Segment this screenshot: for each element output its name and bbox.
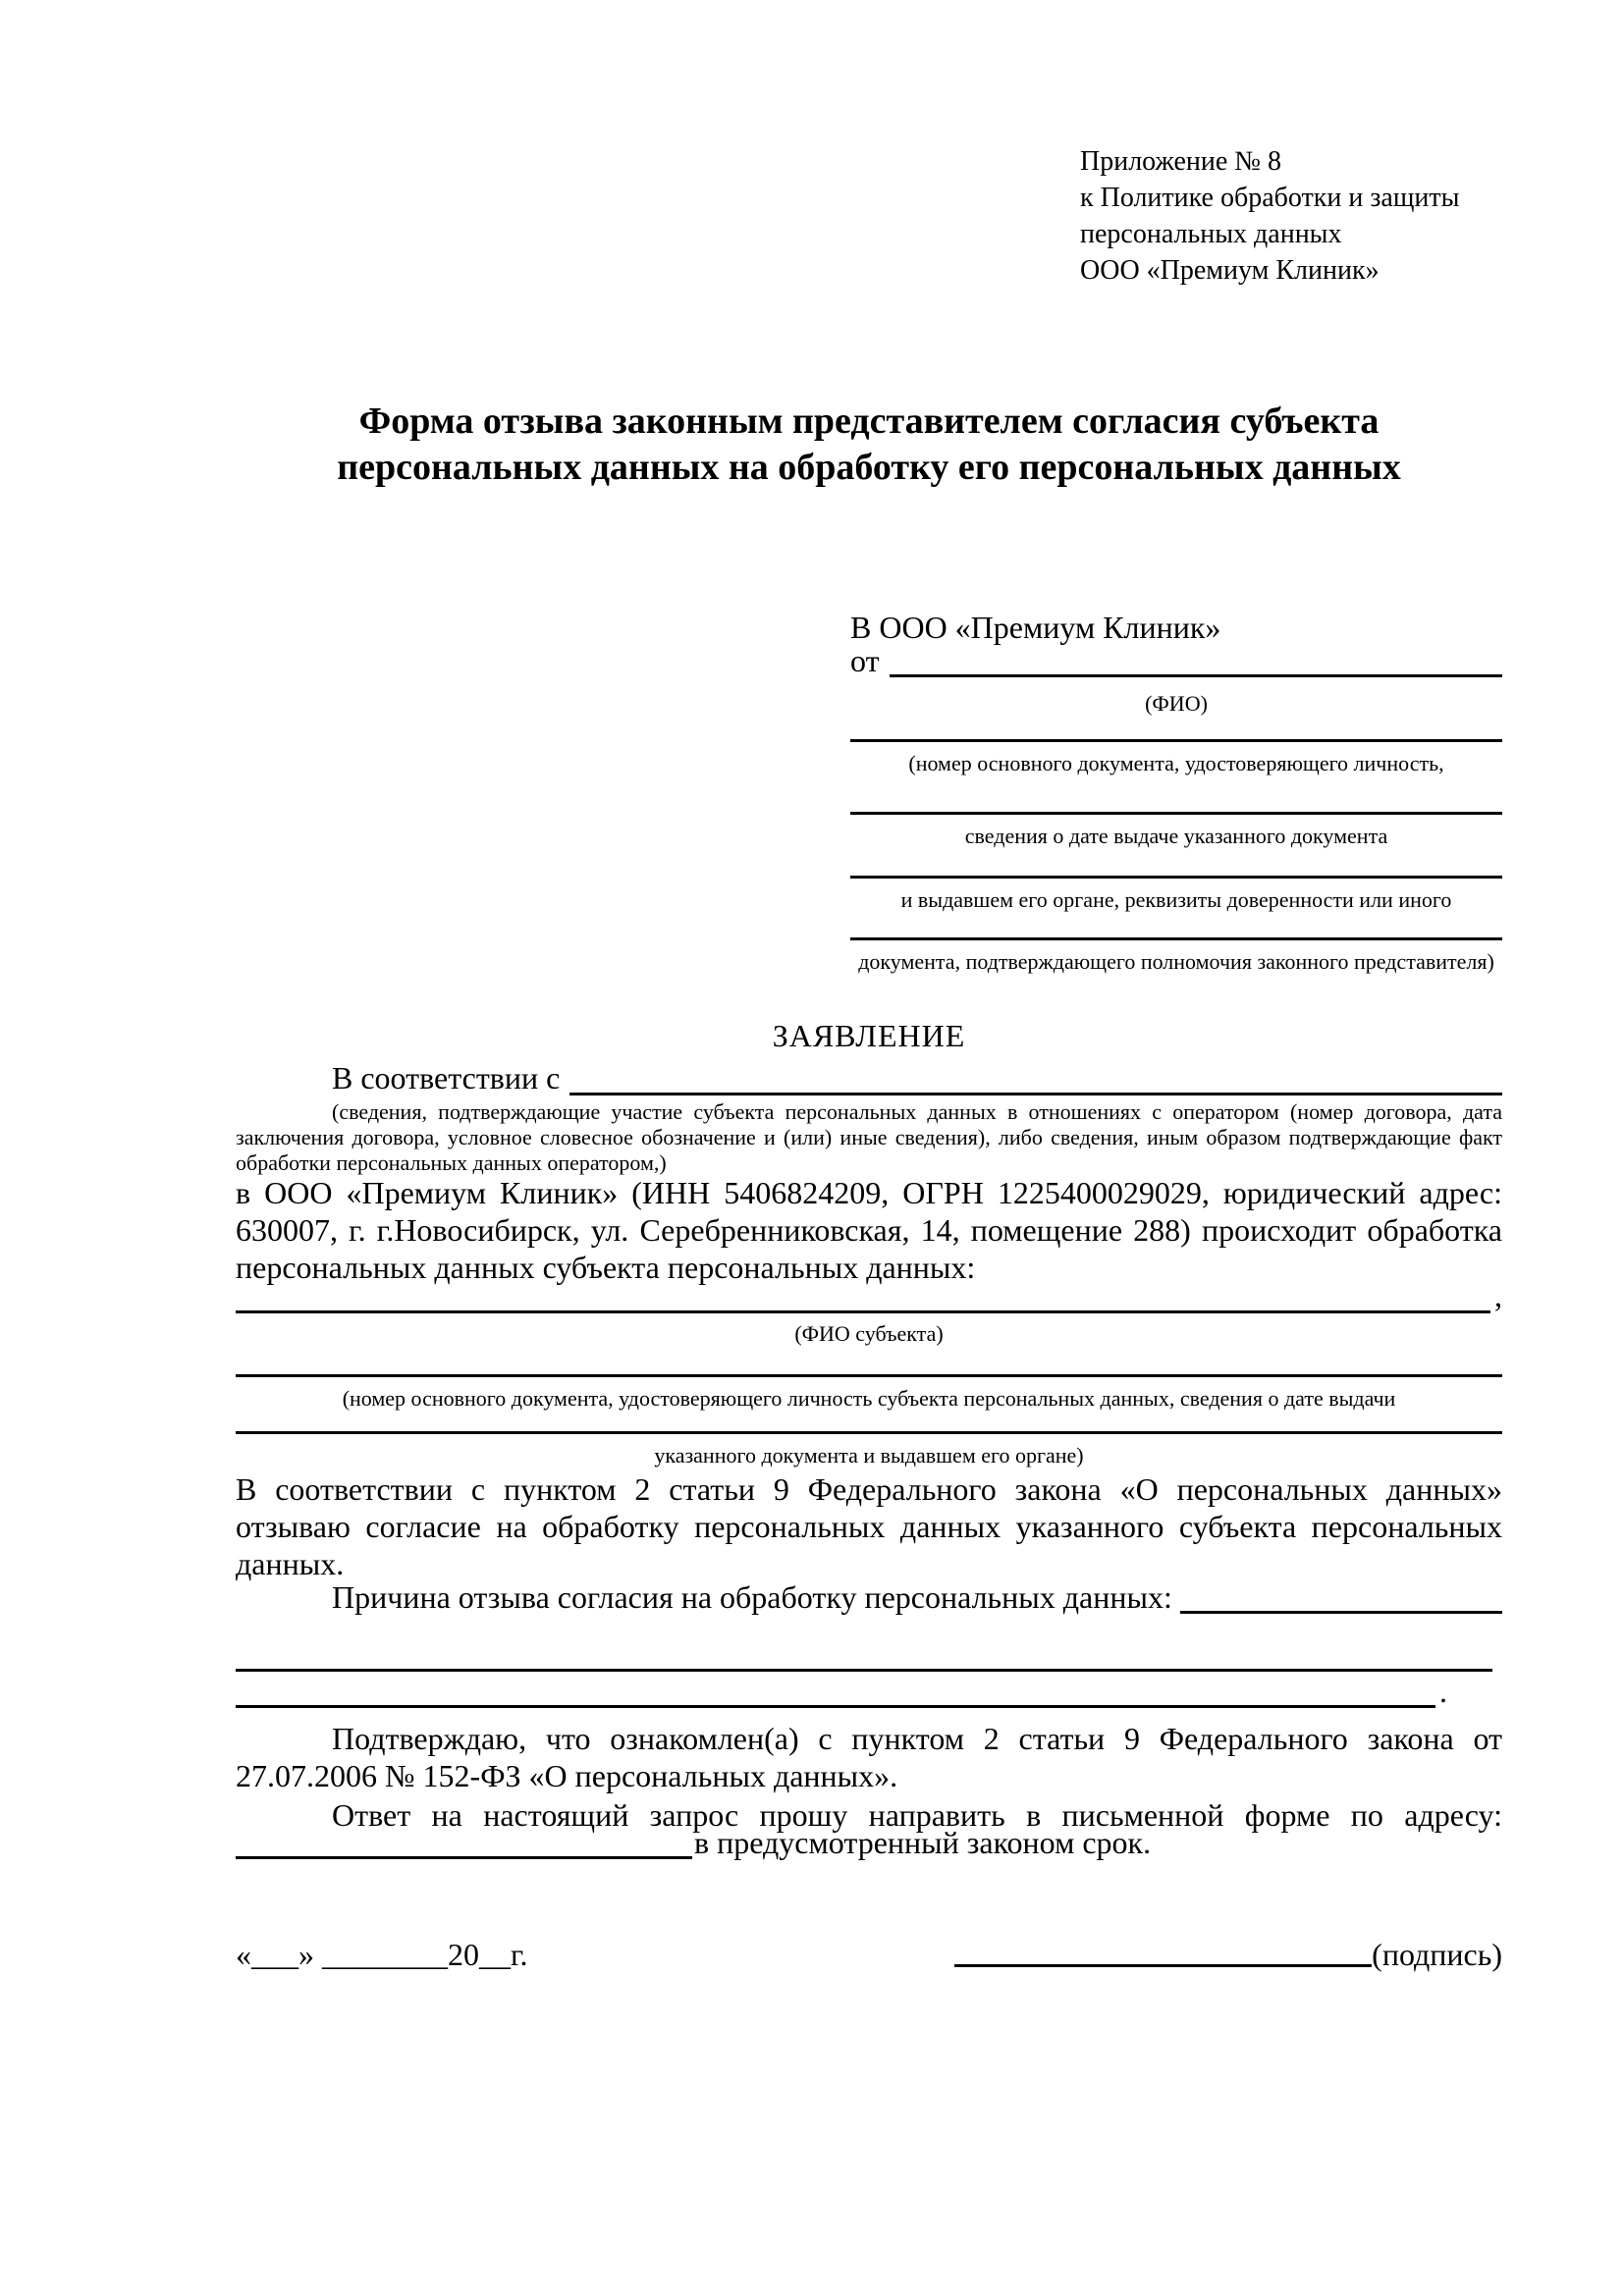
blank-line (850, 812, 1502, 815)
reason-blank-line-3 (236, 1676, 1502, 1708)
confirm-paragraph: Подтверждаю, что ознакомлен(а) с пунктом 2 статьи 9 Федерального закона от 27.07.2006 № 152-ФЗ «О персональных данных». (236, 1721, 1502, 1793)
operator-paragraph: в ООО «Премиум Клиник» (ИНН 5406824209, ОГРН 1225400029029, юридический адрес: 630007, г. г.Новосибирск, ул. Серебренниковская, 14, помещение 288) происходит обработка персональных данных субъекта персональных данных: (236, 1175, 1502, 1285)
date-line: «___» ________20__г. (236, 1937, 528, 1972)
withdrawal-paragraph: В соответствии с пунктом 2 статьи 9 Федерального закона «О персональных данных» отзываю согласие на обработку персональных данных указанного субъекта персональных данных. (236, 1471, 1502, 1581)
reply-paragraph: Ответ на настоящий запрос прошу направить в письменной форме по адресу: (332, 1797, 1502, 1833)
reason-label: Причина отзыва согласия на обработку персональных данных: (332, 1579, 1172, 1615)
form-field (850, 876, 1502, 913)
appendix-header (1080, 143, 1459, 289)
reason-blank-line (1180, 1611, 1502, 1614)
field-caption: (номер основного документа, удостоверяющего личность, (908, 751, 1444, 775)
intro-blank-line (569, 1093, 1502, 1095)
field-caption: сведения о дате выдаче указанного документа (964, 824, 1388, 848)
subject-name-row (236, 1279, 1502, 1313)
appendix-header-line: ООО «Премиум Клиник» (1080, 255, 1380, 286)
from-line (850, 644, 1502, 677)
subject-name-blank-line (236, 1310, 1490, 1313)
blank-line (236, 1705, 1435, 1708)
form-field (850, 937, 1502, 975)
comma-suffix: , (1494, 1278, 1502, 1313)
from-blank-line (890, 674, 1502, 677)
blank-line (850, 937, 1502, 940)
reason-blank-line-2 (236, 1669, 1492, 1672)
intro-caption: (сведения, подтверждающие участие субъекта персональных данных в отношениях с оператором (номер договора, дата заключения договора, условное словесное обозначение и (или) иные сведения), либо сведения, иным образом подтверждающие факт обработки персональных данных оператором,) (236, 1099, 1502, 1175)
addressee-organization: В ООО «Премиум Клиник» (850, 610, 1221, 645)
field-caption: документа, подтверждающего полномочия законного представителя) (858, 949, 1494, 974)
period-suffix: . (1439, 1674, 1447, 1709)
reply-suffix: в предусмотренный законом срок. (694, 1825, 1152, 1860)
statement-heading: ЗАЯВЛЕНИЕ (772, 1018, 966, 1053)
blank-line (236, 1431, 1502, 1434)
addressee-block (850, 609, 1502, 991)
reply-address-line (236, 1826, 1502, 1859)
statement-intro-label: В соответствии с (332, 1060, 561, 1095)
form-field (850, 812, 1502, 849)
appendix-header-line: Приложение № 8 (1080, 146, 1281, 177)
field-caption: (ФИО) (1145, 691, 1208, 716)
subject-document-field-2 (236, 1431, 1502, 1468)
field-caption: указанного документа и выдавшем его органе) (654, 1443, 1084, 1468)
appendix-header-line: персональных данных (1080, 219, 1342, 249)
reason-line (236, 1580, 1502, 1614)
blank-line (850, 739, 1502, 742)
signature-line (954, 1964, 1372, 1967)
footer-row (236, 1936, 1502, 1973)
form-title: Форма отзыва законным представителем согласия субъекта персональных данных на обработку его персональных данных (337, 400, 1401, 488)
field-caption: и выдавшем его органе, реквизиты доверенности или иного (900, 887, 1452, 912)
appendix-header-line: к Политике обработки и защиты (1080, 183, 1460, 213)
form-field (850, 739, 1502, 776)
address-blank-line (236, 1856, 692, 1859)
signature-group (954, 1936, 1502, 1973)
statement-intro-line (236, 1060, 1502, 1095)
blank-line (236, 1374, 1502, 1377)
form-title-wrap (236, 399, 1502, 491)
blank-line (850, 876, 1502, 879)
subject-document-field (236, 1374, 1502, 1412)
field-caption: (номер основного документа, удостоверяющего личность субъекта персональных данных, сведения о дате выдачи (342, 1386, 1396, 1411)
field-caption: (ФИО субъекта) (794, 1321, 944, 1346)
signature-caption: (подпись) (1372, 1937, 1502, 1972)
subject-name-field (236, 1279, 1502, 1347)
from-label: от (850, 643, 880, 678)
